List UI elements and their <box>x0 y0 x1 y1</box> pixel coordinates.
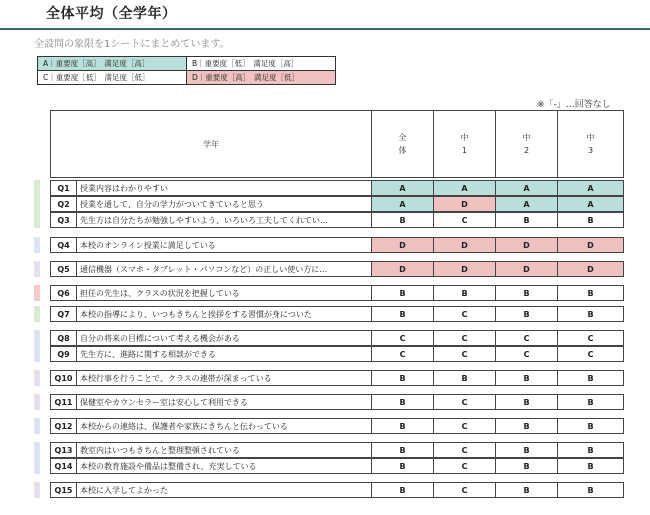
header-grade-label: 学年 <box>50 110 372 178</box>
row-category-marker <box>34 370 40 386</box>
quadrant-cell: B <box>371 370 434 386</box>
quadrant-cell: A <box>495 180 558 196</box>
quadrant-cell: B <box>371 458 434 474</box>
quadrant-cell: B <box>371 442 434 458</box>
quadrant-cell: B <box>495 458 558 474</box>
quadrant-cell: B <box>495 394 558 410</box>
table-row <box>0 330 650 346</box>
quadrant-cell: C <box>433 482 496 498</box>
quadrant-cell: B <box>371 394 434 410</box>
quadrant-cell: C <box>495 346 558 362</box>
row-category-marker <box>34 285 40 301</box>
quadrant-cell: C <box>433 458 496 474</box>
question-text: 教室内はいつもきちんと整理整頓されている <box>76 442 372 458</box>
header-col-grade2-l2: 2 <box>523 146 530 155</box>
question-text: 本校の教育施設や備品は整備され、充実している <box>76 458 372 474</box>
question-text: 本校に入学してよかった <box>76 482 372 498</box>
quadrant-cell: C <box>433 394 496 410</box>
question-text: 通信機器（スマホ・タブレット・パソコンなど）の正しい使い方に… <box>76 261 372 277</box>
question-number: Q5 <box>50 261 77 277</box>
no-answer-note: ※「-」…回答なし <box>537 100 611 110</box>
quadrant-cell: C <box>557 330 624 346</box>
quadrant-cell: B <box>495 306 558 322</box>
header-col-grade2-l1: 中 <box>522 133 531 142</box>
row-category-marker <box>34 212 40 228</box>
header-col-grade1-l2: 1 <box>461 146 468 155</box>
table-row <box>0 458 650 474</box>
quadrant-cell: B <box>495 482 558 498</box>
table-row <box>0 306 650 322</box>
quadrant-cell: B <box>495 370 558 386</box>
row-category-marker <box>34 346 40 362</box>
table-row <box>0 482 650 498</box>
row-category-marker <box>34 442 40 458</box>
quadrant-cell: B <box>371 418 434 434</box>
quadrant-cell: C <box>371 330 434 346</box>
table-row <box>0 442 650 458</box>
row-category-marker <box>34 458 40 474</box>
quadrant-cell: D <box>557 237 624 253</box>
question-number: Q13 <box>50 442 77 458</box>
row-category-marker <box>34 306 40 322</box>
row-category-marker <box>34 196 40 212</box>
quadrant-cell: D <box>371 237 434 253</box>
table-row <box>0 418 650 434</box>
quadrant-cell: D <box>557 261 624 277</box>
quadrant-cell: C <box>557 346 624 362</box>
quadrant-legend <box>37 56 336 85</box>
question-text: 先生方に、進路に関する相談ができる <box>76 346 372 362</box>
quadrant-cell: B <box>557 394 624 410</box>
row-category-marker <box>34 482 40 498</box>
table-row <box>0 196 650 212</box>
quadrant-cell: C <box>371 346 434 362</box>
row-category-marker <box>34 237 40 253</box>
question-text: 本校のオンライン授業に満足している <box>76 237 372 253</box>
question-number: Q11 <box>50 394 77 410</box>
quadrant-cell: D <box>495 237 558 253</box>
question-number: Q15 <box>50 482 77 498</box>
question-text: 本校の指導により、いつもきちんと挨拶をする習慣が身についた <box>76 306 372 322</box>
quadrant-cell: A <box>557 196 624 212</box>
row-category-marker <box>34 261 40 277</box>
row-category-marker <box>34 394 40 410</box>
quadrant-cell: C <box>433 442 496 458</box>
row-category-marker <box>34 180 40 196</box>
question-text: 先生方は自分たちが勉強しやすいよう、いろいろ工夫してくれてい… <box>76 212 372 228</box>
quadrant-cell: D <box>495 261 558 277</box>
table-row <box>0 370 650 386</box>
quadrant-cell: B <box>557 418 624 434</box>
quadrant-cell: B <box>557 212 624 228</box>
quadrant-cell: D <box>433 196 496 212</box>
quadrant-cell: A <box>371 180 434 196</box>
question-number: Q4 <box>50 237 77 253</box>
quadrant-cell: C <box>433 418 496 434</box>
row-category-marker <box>34 330 40 346</box>
header-col-all <box>371 110 434 178</box>
question-number: Q7 <box>50 306 77 322</box>
header-col-all-l1: 全 <box>398 133 407 142</box>
table-row <box>0 212 650 228</box>
question-number: Q14 <box>50 458 77 474</box>
quadrant-cell: A <box>371 196 434 212</box>
quadrant-cell: D <box>433 237 496 253</box>
quadrant-cell: C <box>433 306 496 322</box>
quadrant-cell: B <box>371 212 434 228</box>
question-number: Q12 <box>50 418 77 434</box>
quadrant-cell: B <box>557 442 624 458</box>
legend-d: D｜重要度［高］ 満足度［低］ <box>187 71 336 85</box>
quadrant-cell: B <box>495 285 558 301</box>
header-col-grade2 <box>495 110 558 178</box>
question-number: Q9 <box>50 346 77 362</box>
quadrant-cell: C <box>433 330 496 346</box>
quadrant-cell: B <box>433 285 496 301</box>
header-col-grade3-l1: 中 <box>586 133 595 142</box>
quadrant-cell: C <box>433 212 496 228</box>
quadrant-cell: A <box>433 180 496 196</box>
question-text: 授業内容はわかりやすい <box>76 180 372 196</box>
quadrant-cell: B <box>371 482 434 498</box>
quadrant-cell: B <box>371 285 434 301</box>
quadrant-cell: C <box>495 330 558 346</box>
question-text: 本校行事を行うことで、クラスの連帯が深まっている <box>76 370 372 386</box>
question-text: 本校からの連絡は、保護者や家族にきちんと伝わっている <box>76 418 372 434</box>
question-number: Q2 <box>50 196 77 212</box>
quadrant-cell: B <box>433 370 496 386</box>
question-text: 授業を通して、自分の学力がついてきていると思う <box>76 196 372 212</box>
header-col-all-l2: 体 <box>398 146 407 155</box>
quadrant-cell: B <box>557 306 624 322</box>
title-underline <box>0 28 650 30</box>
question-number: Q10 <box>50 370 77 386</box>
question-text: 保健室やカウンセラー室は安心して利用できる <box>76 394 372 410</box>
table-row <box>0 285 650 301</box>
question-number: Q6 <box>50 285 77 301</box>
quadrant-cell: B <box>557 458 624 474</box>
question-text: 自分の将来の目標について考える機会がある <box>76 330 372 346</box>
question-number: Q1 <box>50 180 77 196</box>
table-row <box>0 180 650 196</box>
table-row <box>0 261 650 277</box>
question-text: 担任の先生は、クラスの状況を把握している <box>76 285 372 301</box>
quadrant-cell: B <box>495 442 558 458</box>
quadrant-cell: B <box>557 370 624 386</box>
header-col-grade3 <box>557 110 624 178</box>
row-category-marker <box>34 418 40 434</box>
table-row <box>0 346 650 362</box>
quadrant-cell: D <box>433 261 496 277</box>
legend-b: B｜重要度［低］ 満足度［高］ <box>187 57 336 71</box>
page-subtitle: 全設問の象限を1シートにまとめています。 <box>34 39 230 50</box>
header-col-grade1 <box>433 110 496 178</box>
quadrant-cell: A <box>557 180 624 196</box>
table-row <box>0 237 650 253</box>
quadrant-cell: D <box>371 261 434 277</box>
quadrant-cell: A <box>495 196 558 212</box>
page-title: 全体平均（全学年） <box>46 6 177 22</box>
header-col-grade3-l2: 3 <box>587 146 594 155</box>
table-row <box>0 394 650 410</box>
quadrant-cell: C <box>433 346 496 362</box>
quadrant-cell: B <box>371 306 434 322</box>
legend-a: A｜重要度［高］ 満足度［高］ <box>38 57 187 71</box>
quadrant-cell: B <box>557 482 624 498</box>
question-number: Q3 <box>50 212 77 228</box>
question-number: Q8 <box>50 330 77 346</box>
header-col-grade1-l1: 中 <box>460 133 469 142</box>
quadrant-cell: B <box>557 285 624 301</box>
quadrant-cell: B <box>495 212 558 228</box>
quadrant-cell: B <box>495 418 558 434</box>
legend-c: C｜重要度［低］ 満足度［低］ <box>38 71 187 85</box>
